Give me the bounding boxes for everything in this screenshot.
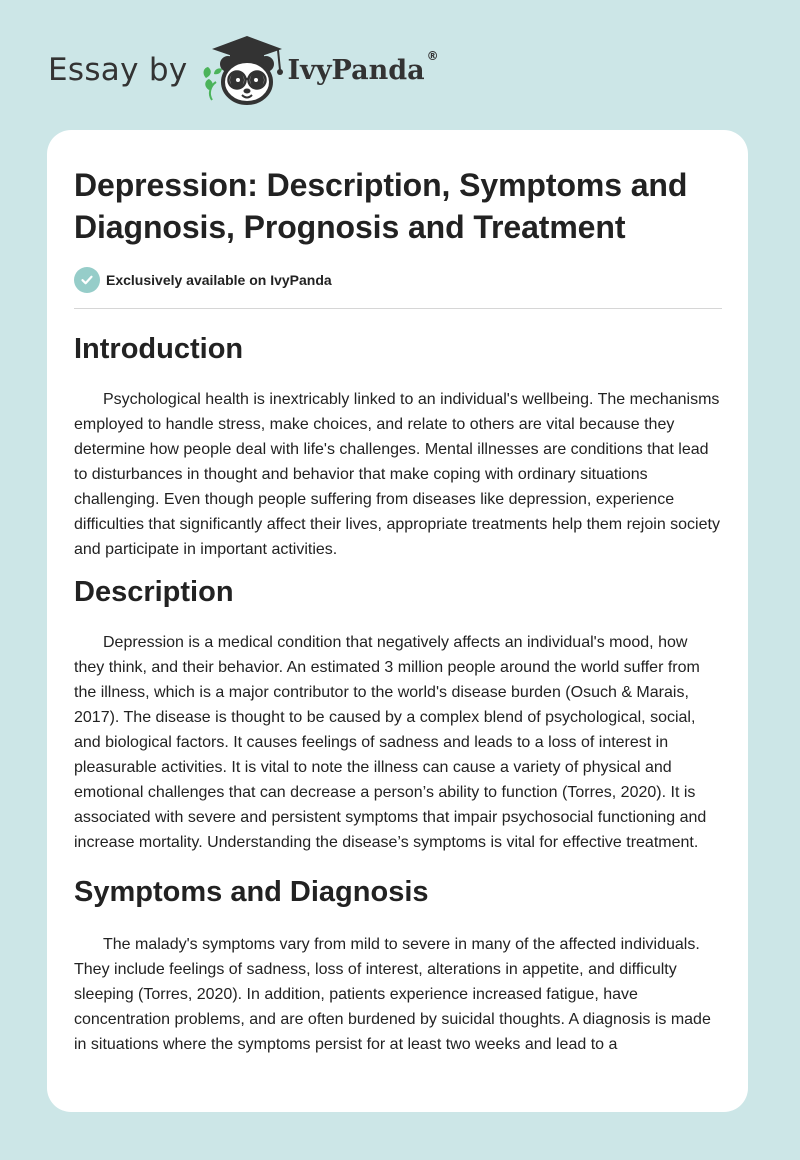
- divider: [74, 308, 722, 309]
- registered-mark: ®: [426, 48, 439, 63]
- exclusive-badge: [74, 266, 721, 294]
- badge-text: Exclusively available on IvyPanda: [106, 272, 332, 288]
- check-icon: [74, 267, 100, 293]
- section-heading-introduction: Introduction: [74, 333, 244, 365]
- essay-title: Depression: Description, Symptoms and Diagnosis, Prognosis and Treatment: [74, 167, 688, 245]
- brand-header[interactable]: [48, 30, 439, 110]
- essay-card: [47, 130, 748, 1112]
- brand-prefix: Essay by: [48, 52, 188, 88]
- panda-graduate-logo-icon: [200, 30, 286, 110]
- section-paragraph-symptoms-diagnosis: The malady's symptoms vary from mild to severe in many of the affected individuals. They include feelings of sadness, loss of interest, alterations in appetite, and difficulty sleeping (Torres, 2020). In addition, patients experience increased fatigue, have concentration problems, and are often burdened by suicidal thoughts. A diagnosis is made in situations where the symptoms persist for at least two weeks and lead to a: [74, 936, 711, 1053]
- section-paragraph-introduction: Psychological health is inextricably linked to an individual's wellbeing. The mechanisms employed to handle stress, make choices, and relate to others are vital because they determine how people deal with life's challenges. Mental illnesses are conditions that lead to disturbances in thought and behavior that make coping with ordinary situations challenging. Even though people suffering from diseases like depression, experience difficulties that significantly affect their lives, appropriate treatments help them rejoin society and participate in important activities.: [74, 391, 720, 558]
- brand-name: IvyPanda ®: [287, 48, 439, 86]
- section-heading-symptoms-diagnosis: Symptoms and Diagnosis: [74, 876, 429, 908]
- section-heading-description: Description: [74, 576, 234, 608]
- section-paragraph-description: Depression is a medical condition that negatively affects an individual's mood, how they think, and their behavior. An estimated 3 million people around the world suffer from the illness, which is a major contributor to the world's disease burden (Osuch & Marais, 2017). The disease is thought to be caused by a complex blend of psychological, social, and biological factors. It causes feelings of sadness and leads to a loss of interest in pleasurable activities. It is vital to note the illness can cause a variety of physical and emotional challenges that can decrease a person’s ability to function (Torres, 2020). It is associated with severe and persistent symptoms that impair psychosocial functioning and increase mortality. Understanding the disease’s symptoms is vital for effective treatment.: [74, 634, 707, 851]
